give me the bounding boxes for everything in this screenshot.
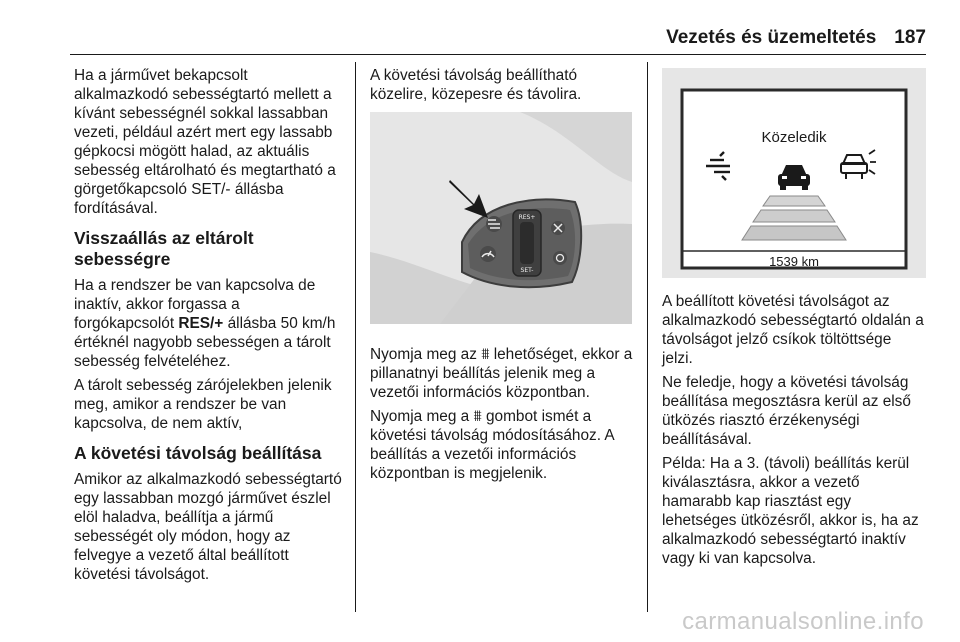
paragraph: A követési távolság beállítható közelire, közepesre és távolira. — [370, 67, 582, 103]
header-rule — [70, 54, 926, 55]
paragraph — [74, 276, 344, 371]
paragraph: A beállított követési távolságot az alkalmazkodó sebességtartó oldalán a távolságot jelző csíkok töltöttsége jelzi. — [662, 293, 924, 367]
odometer-readout: 1539 km — [769, 254, 819, 269]
gap-button-icon: ⩩ — [481, 346, 490, 363]
column-1 — [74, 66, 344, 589]
section-heading-gap: A követési távolság beállítása — [74, 443, 322, 463]
gap-button-icon — [486, 216, 502, 232]
text-run: Nyomja meg a — [370, 408, 474, 425]
text-run: Nyomja meg az — [370, 346, 482, 363]
paragraph — [370, 345, 634, 402]
text-run: lehetőséget, ekkor a pillanatnyi beállítás jelenik meg a vezetői információs központban. — [370, 346, 633, 401]
paragraph: Ha a járművet bekapcsolt alkalmazkodó sebességtartó mellett a kívánt sebességnél sokkal lassabban vezeti, például azért mert egy lassabb gépkocsi mögött halad, az aktuális sebesség eltárolható és megtartható a görgetőkapcsoló SET/- állásba fordításával. — [74, 67, 336, 217]
column-divider-1 — [355, 62, 356, 612]
driver-info-display-figure — [662, 68, 926, 278]
res-label: RES+ — [518, 214, 536, 221]
approaching-label: Közeledik — [761, 129, 827, 146]
gap-button-icon: ⩩ — [473, 408, 482, 425]
text-run: állásba 50 km/h értéknél nagyobb sebességen a tárolt sebesség felvételéhez. — [74, 315, 336, 370]
page-number: 187 — [894, 27, 926, 48]
cancel-icon — [551, 221, 565, 235]
paragraph — [370, 407, 634, 483]
paragraph: Ne feledje, hogy a követési távolság beállítása megosztásra kerül az első ütközés riasztó érzékenységi beállításával. — [662, 374, 911, 448]
running-title: Vezetés és üzemeltetés — [666, 27, 877, 48]
bold-text: RES/+ — [178, 315, 224, 332]
column-divider-2 — [647, 62, 648, 612]
paragraph: Amikor az alkalmazkodó sebességtartó egy lassabban mozgó járművet észlel elöl haladva, beállítja a jármű sebességét oly módon, hogy az felvegye a vezető által beállított követési távolságot. — [74, 471, 342, 583]
roller-wheel — [520, 222, 534, 264]
steering-wheel-figure — [370, 112, 632, 324]
watermark: carmanualsonline.info — [682, 608, 924, 635]
page-header — [666, 27, 926, 49]
text-run: gombot ismét a követési távolság módosításához. A beállítás a vezetői információs központban is megjelenik. — [370, 408, 614, 482]
set-label: SET- — [520, 267, 534, 274]
paragraph: A tárolt sebesség zárójelekben jelenik meg, amikor a rendszer be van kapcsolva, de nem aktív, — [74, 377, 332, 432]
paragraph: Példa: Ha a 3. (távoli) beállítás kerül kiválasztásra, akkor a vezető hamarabb kap riasztást egy lehetséges ütközésről, akkor is, ha az alkalmazkodó sebességtartó inaktív vagy ki van kapcsolva. — [662, 455, 919, 567]
section-heading-resume: Visszaállás az eltárolt sebességre — [74, 228, 254, 269]
limiter-icon — [553, 251, 567, 265]
text-run: Ha a rendszer be van kapcsolva de inaktív, akkor forgassa a forgókapcsolót — [74, 277, 316, 332]
cruise-icon — [480, 246, 496, 262]
